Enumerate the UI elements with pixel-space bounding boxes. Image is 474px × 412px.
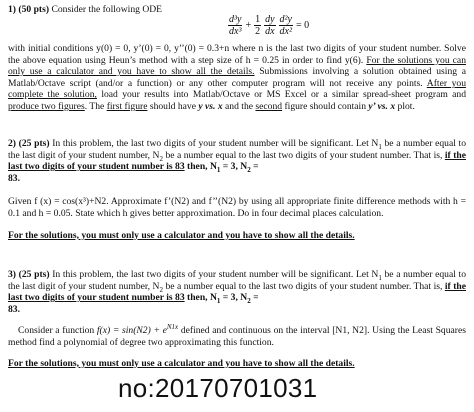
q2-then: then, N — [187, 161, 217, 173]
q3-eq3: = 3, N — [222, 292, 248, 304]
q3-text3: be a number equal to the last two digits of your student number. That is, — [165, 280, 443, 292]
third-derivative: $\frac{\text{d³y}}{\text{dx³}}$ — [229, 14, 242, 37]
half-coefficient: $\frac{1}{2}$ — [255, 14, 261, 37]
q2-then-sub1: 1 — [216, 166, 221, 175]
q3-text2: be a number equal to the last digit of your student number, N — [8, 269, 467, 292]
q1-figure-contain: figure should contain — [284, 100, 366, 112]
q1-load-results: load your results into Matlab/Octave or MS Excel or a similar spread-sheet program and — [101, 89, 467, 101]
q2-header: 2) (25 pts) — [8, 138, 50, 149]
q2-83: 83 — [8, 172, 18, 184]
q1-and-the: and the — [225, 100, 254, 112]
q1-header: 1) (50 pts) — [8, 4, 50, 15]
ode-equation — [228, 14, 309, 37]
q3-bold-condition: if the last two digits of your student number is 83 — [8, 280, 466, 304]
q2-text2: be a number equal to the last digit of your student number, N — [8, 138, 467, 161]
q2-text3: be a number equal to the last two digits of your student number. That is, — [165, 149, 443, 161]
q3-defined: defined and continuous on the interval [N1, N2]. Using the Least Squares method find a polynomial of degree two approximating this function. — [8, 325, 466, 348]
q2-text1: In this problem, the last two digits of your student number will be significant. Let N — [52, 138, 379, 149]
q3-function: f(x) = sin(N2) + e — [96, 325, 167, 337]
q1-conditions: with initial conditions y(0) = 0, y’(0) = 0, y’’(0) = 0.3+n where n is the last two digits of your student number. Solve the above equation using Heun’s method with a step size of h = 0.25 in order to find y(6). — [8, 43, 466, 66]
q2-then-sub2: 2 — [247, 166, 251, 175]
q1-first-figure: first figure — [106, 100, 148, 112]
q3-then-sub2: 2 — [247, 297, 251, 306]
q1-y-vs-x: y vs. x — [198, 100, 223, 112]
q3-sub1: 1 — [378, 273, 382, 282]
q3-header: 3) (25 pts) — [8, 269, 50, 280]
q1-should-have: should have — [149, 100, 196, 112]
plus-sign: + — [245, 20, 252, 31]
q1-body — [8, 43, 466, 113]
q1-submission-note: Submissions involving a solution obtained using a Matlab/Octave script (and/or a function) or any other computer program will not receive any points. — [8, 66, 467, 89]
q2-sub1: 1 — [378, 142, 382, 151]
q3-83: 83 — [8, 303, 18, 315]
q1-second: second — [255, 100, 283, 112]
question-2: 2) (25 pts) In this problem, the last two digits of your student number will be significant. Let $N_1$ be a number equal to the last digit of your student number, $N_2$ be a number equal to the last two digits of your student number. That is, if the last two digits of your student number is 83 then, $N_1 = 3$, $N_2$ = 83. Given f (x) = cos(x³)+N2. Approximate f’(N2) and f’’(N2) by using all appropriate finite difference methods with h = 0.1 and h = 0.05. State which h gives better approximation. Do in four decimal places calculation. For the solutions, you must only use a calculator and you have to show all the details. — [8, 138, 467, 241]
q3-footer: For the solutions, you must only use a calculator and you have to show all the details. — [8, 357, 355, 369]
ode-rhs: = 0 — [295, 20, 310, 31]
q3-eq: = — [253, 292, 259, 304]
q3-text1: In this problem, the last two digits of your student number will be significant. Let N — [52, 269, 379, 280]
q1-yprime-vs-x: y’ vs. x — [368, 100, 396, 112]
q1-after-note: After you complete the solution, — [8, 77, 467, 101]
q2-eq: = — [253, 161, 259, 173]
q1-two-figures: produce two figures — [8, 100, 85, 112]
q2-sub2: 2 — [159, 154, 163, 163]
q2-footer: For the solutions, you must only use a calculator and you have to show all the details. — [8, 229, 355, 241]
q3-then-sub1: 1 — [216, 297, 221, 306]
q3-sub2: 2 — [159, 285, 163, 294]
q2-given: Given f (x) = cos(x³)+N2. Approximate f’(N2) and f’’(N2) by using all appropriate finite difference methods with h = 0.1 and h = 0.05. State which h gives better approximation. Do in four decimal places calculation. — [8, 196, 466, 219]
q1-calculator-note: For the solutions you can only use a calculator and you have to show all the details. — [8, 54, 466, 78]
q1-intro: Consider the following ODE — [51, 4, 163, 15]
student-number: no:20170701031 — [118, 373, 318, 403]
q2-bold-condition: if the last two digits of your student number is 83 — [8, 149, 466, 173]
q2-eq3: = 3, N — [222, 161, 248, 173]
q3-then: then, N — [187, 292, 217, 304]
q1-plot: plot. — [397, 100, 415, 112]
q3-exponent: N1x — [166, 323, 179, 332]
q3-consider: Consider a function — [18, 325, 95, 337]
q1-the: . The — [84, 100, 105, 112]
first-derivative: $\frac{dy}{dx}$ — [265, 14, 275, 37]
second-derivative: $\frac{\text{d²y}}{\text{dx²}}$ — [279, 14, 292, 37]
question-3: 3) (25 pts) In this problem, the last two digits of your student number will be significant. Let $N_1$ be a number equal to the last digit of your student number, $N_2$ be a number equal to the last two digits of your student number. That is, if the last two digits of your student number is 83 then, $N_1 = 3$, $N_2$ = 83. Consider a function $f(x) = \sin(N2) + e^{N1x}$ defined and continuous on the interval [N1, N2]. Using the Least Squares method find a polynomial of degree two approximating this function. For the solutions, you must only use a calculator and you have to show all the details. — [8, 269, 467, 369]
